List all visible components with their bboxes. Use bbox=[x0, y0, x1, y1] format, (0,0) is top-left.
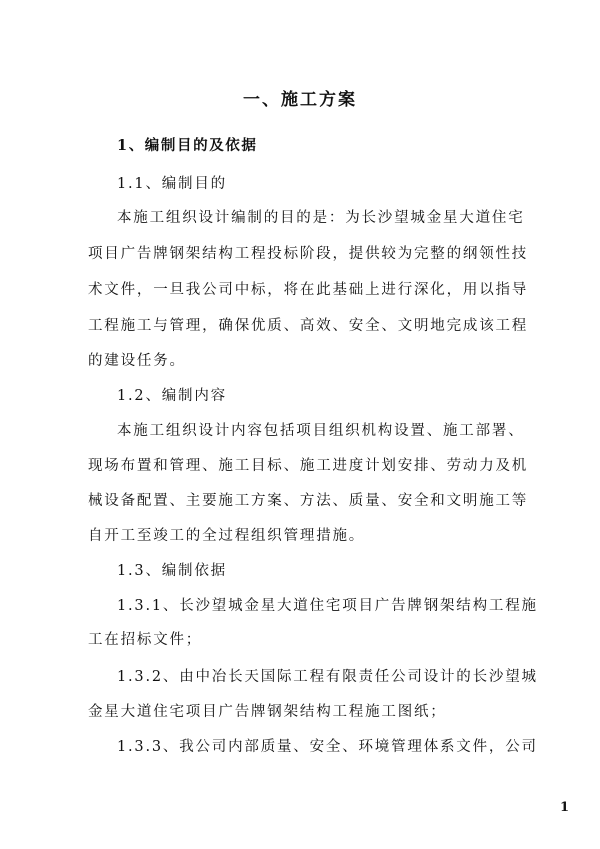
section-heading-1: 1、编制目的及依据 bbox=[117, 137, 258, 154]
subsection-heading-1-1: 1.1、编制目的 bbox=[117, 176, 227, 192]
basis-item-1-3-2: 金星大道住宅项目广告牌钢架结构工程施工图纸； bbox=[88, 704, 447, 720]
paragraph-1-1-line: 工程施工与管理，确保优质、高效、安全、文明地完成该工程 bbox=[88, 318, 529, 334]
subsection-heading-1-3: 1.3、编制依据 bbox=[117, 563, 227, 579]
paragraph-1-2-line: 现场布置和管理、施工目标、施工进度计划安排、劳动力及机 bbox=[88, 458, 529, 474]
page-number: 1 bbox=[560, 800, 570, 815]
paragraph-1-1-line: 项目广告牌钢架结构工程投标阶段，提供较为完整的纲领性技 bbox=[88, 246, 529, 262]
paragraph-1-2-line: 本施工组织设计内容包括项目组织机构设置、施工部署、 bbox=[117, 423, 525, 439]
page-title: 一、施工方案 bbox=[243, 90, 357, 110]
basis-item-1-3-2: 1.3.2、由中冶长天国际工程有限责任公司设计的长沙望城 bbox=[117, 669, 538, 685]
basis-item-1-3-1: 工在招标文件； bbox=[88, 632, 203, 648]
paragraph-1-1-line: 术文件，一旦我公司中标，将在此基础上进行深化，用以指导 bbox=[88, 282, 529, 298]
paragraph-1-2-line: 自开工至竣工的全过程组织管理措施。 bbox=[88, 528, 366, 544]
basis-item-1-3-3: 1.3.3、我公司内部质量、安全、环境管理体系文件，公司 bbox=[117, 739, 538, 755]
paragraph-1-1-line: 的建设任务。 bbox=[88, 353, 186, 369]
paragraph-1-2-line: 械设备配置、主要施工方案、方法、质量、安全和文明施工等 bbox=[88, 493, 529, 509]
basis-item-1-3-1: 1.3.1、长沙望城金星大道住宅项目广告牌钢架结构工程施 bbox=[117, 598, 538, 614]
paragraph-1-1-line: 本施工组织设计编制的目的是：为长沙望城金星大道住宅 bbox=[117, 210, 525, 226]
subsection-heading-1-2: 1.2、编制内容 bbox=[117, 388, 227, 404]
